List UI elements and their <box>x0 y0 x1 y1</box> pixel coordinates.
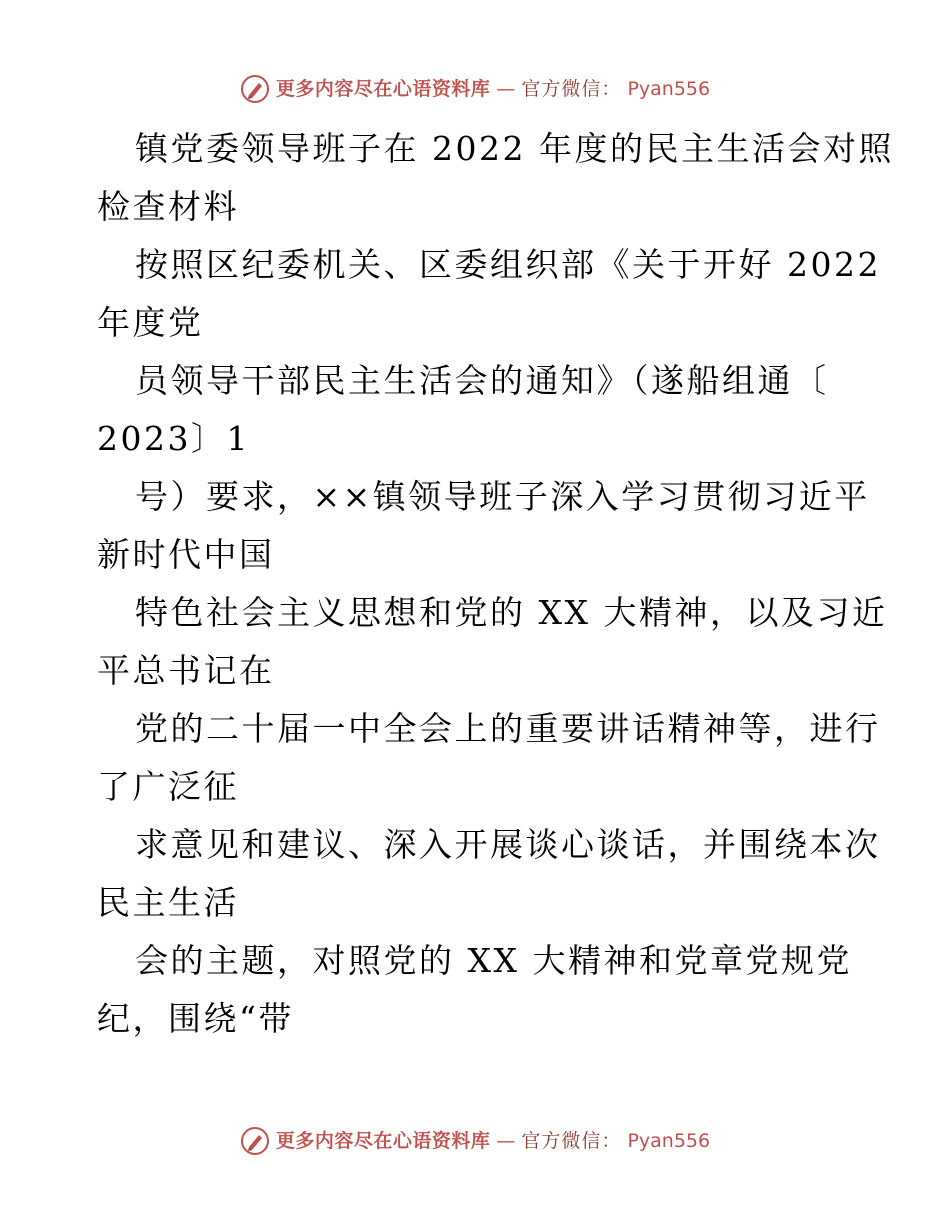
watermark-wechat-label: 官方微信： <box>521 78 622 100</box>
watermark-wechat-label: 官方微信： <box>521 1130 622 1152</box>
watermark-dash: — <box>496 1130 516 1152</box>
header-watermark <box>0 74 950 104</box>
paragraph-line: 了广泛征 <box>97 767 239 806</box>
paragraph-line: 2023〕1 <box>97 419 250 458</box>
paragraph-line: 求意见和建议、深入开展谈心谈话，并围绕本次 <box>135 825 881 864</box>
pen-logo-icon <box>240 74 270 104</box>
paragraph-line: 年度党 <box>97 303 204 342</box>
document-title-line-1: 镇党委领导班子在 2022 年度的民主生活会对照 <box>135 129 894 168</box>
paragraph-line: 纪，围绕“带 <box>97 999 294 1038</box>
paragraph-line: 平总书记在 <box>97 651 275 690</box>
paragraph-line: 新时代中国 <box>97 535 275 574</box>
paragraph-line: 按照区纪委机关、区委组织部《关于开好 2022 <box>135 245 881 284</box>
paragraph-line: 党的二十届一中全会上的重要讲话精神等，进行 <box>135 709 881 748</box>
watermark-dash: — <box>496 78 516 100</box>
paragraph-line: 号）要求，××镇领导班子深入学习贯彻习近平 <box>135 477 870 516</box>
watermark-library-text: 更多内容尽在心语资料库 <box>275 1130 491 1152</box>
document-body <box>97 120 894 1048</box>
pen-logo-icon <box>240 1126 270 1156</box>
watermark-library-text: 更多内容尽在心语资料库 <box>275 78 491 100</box>
watermark-wechat-id: Pyan556 <box>627 78 711 100</box>
footer-watermark <box>0 1126 950 1156</box>
paragraph-line: 特色社会主义思想和党的 XX 大精神，以及习近 <box>135 593 888 632</box>
paragraph-line: 民主生活 <box>97 883 239 922</box>
paragraph-line: 会的主题，对照党的 XX 大精神和党章党规党 <box>135 941 852 980</box>
document-title-line-2: 检查材料 <box>97 187 239 226</box>
watermark-wechat-id: Pyan556 <box>627 1130 711 1152</box>
paragraph-line: 员领导干部民主生活会的通知》（遂船组通〔 <box>135 361 829 400</box>
